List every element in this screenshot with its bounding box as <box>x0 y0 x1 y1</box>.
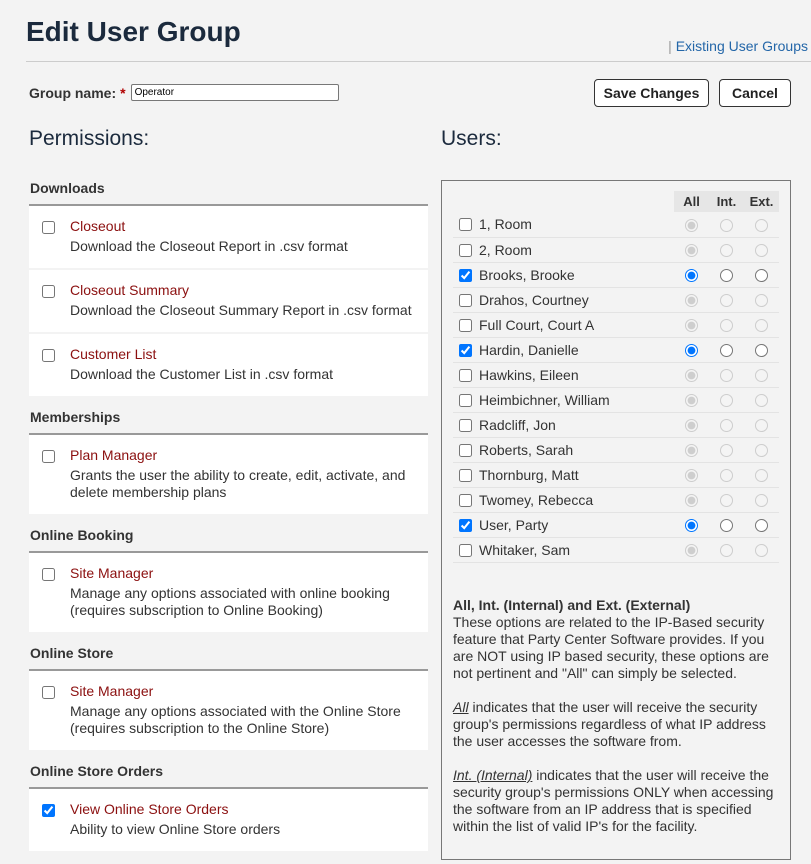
user-row <box>453 262 779 287</box>
permissions-heading: Permissions: <box>29 127 150 150</box>
note-title: All, Int. (Internal) and Ext. (External) <box>453 597 691 613</box>
user-cell <box>453 462 674 487</box>
existing-user-groups-link[interactable]: Existing User Groups <box>675 38 808 54</box>
access-cell <box>709 212 744 237</box>
page-title: Edit User Group <box>26 16 241 47</box>
access-cell <box>744 287 779 312</box>
access-all-radio[interactable] <box>685 494 698 507</box>
access-ext-radio[interactable] <box>755 369 768 382</box>
access-cell <box>744 362 779 387</box>
access-cell <box>744 237 779 262</box>
permission-name: Site Manager <box>70 565 154 581</box>
access-ext-radio[interactable] <box>755 219 768 232</box>
access-int-radio[interactable] <box>720 519 733 532</box>
access-ext-radio[interactable] <box>755 244 768 257</box>
access-all-radio[interactable] <box>685 394 698 407</box>
permission-name: Site Manager <box>70 683 154 699</box>
user-name: Radcliff, Jon <box>479 416 556 433</box>
note-paragraph-2 <box>453 699 778 750</box>
permission-name: Plan Manager <box>70 447 158 463</box>
access-cell <box>744 337 779 362</box>
user-cell <box>453 237 674 262</box>
access-int-radio[interactable] <box>720 494 733 507</box>
access-cell <box>709 312 744 337</box>
permission-description: Download the Closeout Report in .csv format <box>70 238 348 254</box>
user-checkbox[interactable] <box>459 294 472 307</box>
access-cell <box>744 487 779 512</box>
users-table <box>453 191 779 563</box>
note-paragraph-1: These options are related to the IP-Based security feature that Party Center Software provides. If you are NOT using IP based security, these options are not pertinent and "All" can simply be selected. <box>453 614 769 681</box>
access-cell <box>709 237 744 262</box>
user-name: Whitaker, Sam <box>479 541 571 558</box>
group-name-row <box>29 84 339 101</box>
top-nav <box>668 38 808 54</box>
access-all-radio[interactable] <box>685 219 698 232</box>
users-heading: Users: <box>441 127 502 150</box>
access-all-radio[interactable] <box>685 369 698 382</box>
permission-item <box>29 206 428 268</box>
access-all-radio[interactable] <box>685 244 698 257</box>
access-cell <box>744 512 779 537</box>
access-int-radio[interactable] <box>720 469 733 482</box>
access-cell <box>674 212 709 237</box>
access-ext-radio[interactable] <box>755 419 768 432</box>
note-text-all: indicates that the user will receive the security group's permissions regardless of what IP address the user accesses the software from. <box>453 699 766 749</box>
user-checkbox[interactable] <box>459 394 472 407</box>
access-cell <box>674 262 709 287</box>
user-row <box>453 312 779 337</box>
permission-checkbox[interactable] <box>42 450 55 463</box>
user-name: Thornburg, Matt <box>479 466 579 483</box>
user-checkbox[interactable] <box>459 544 472 557</box>
access-all-radio[interactable] <box>685 544 698 557</box>
access-cell <box>674 462 709 487</box>
user-row <box>453 387 779 412</box>
ip-security-note <box>453 597 778 852</box>
permission-category <box>29 409 428 514</box>
user-name: Hawkins, Eileen <box>479 366 579 383</box>
access-all-radio[interactable] <box>685 444 698 457</box>
user-row <box>453 237 779 262</box>
name-column-header <box>453 191 674 212</box>
permission-item <box>29 553 428 632</box>
permission-category <box>29 180 428 396</box>
permission-description: Download the Customer List in .csv format <box>70 366 333 382</box>
access-cell <box>674 512 709 537</box>
user-checkbox[interactable] <box>459 494 472 507</box>
user-row <box>453 212 779 237</box>
user-row <box>453 462 779 487</box>
access-cell <box>744 437 779 462</box>
permission-checkbox[interactable] <box>42 686 55 699</box>
access-cell <box>674 412 709 437</box>
permission-item <box>29 334 428 396</box>
permission-checkbox[interactable] <box>42 804 55 817</box>
access-ext-radio[interactable] <box>755 494 768 507</box>
permission-name: Closeout <box>70 218 126 234</box>
user-checkbox[interactable] <box>459 244 472 257</box>
access-int-radio[interactable] <box>720 369 733 382</box>
user-cell <box>453 412 674 437</box>
access-cell <box>709 362 744 387</box>
category-title: Online Store Orders <box>29 763 428 789</box>
user-row <box>453 512 779 537</box>
access-cell <box>674 312 709 337</box>
access-cell <box>674 487 709 512</box>
user-name: Hardin, Danielle <box>479 341 579 358</box>
access-cell <box>674 537 709 562</box>
access-ext-radio[interactable] <box>755 269 768 282</box>
access-ext-radio[interactable] <box>755 394 768 407</box>
access-cell <box>709 462 744 487</box>
access-ext-radio[interactable] <box>755 294 768 307</box>
user-checkbox[interactable] <box>459 269 472 282</box>
access-all-radio[interactable] <box>685 519 698 532</box>
user-checkbox[interactable] <box>459 218 472 231</box>
permission-item <box>29 435 428 514</box>
permission-category <box>29 645 428 750</box>
access-cell <box>674 362 709 387</box>
all-column-header: All <box>674 191 709 212</box>
access-int-radio[interactable] <box>720 344 733 357</box>
access-cell <box>744 262 779 287</box>
required-marker: * <box>120 84 126 101</box>
access-all-radio[interactable] <box>685 469 698 482</box>
access-int-radio[interactable] <box>720 394 733 407</box>
user-checkbox[interactable] <box>459 419 472 432</box>
access-cell <box>709 512 744 537</box>
user-row <box>453 362 779 387</box>
note-term-int: Int. (Internal) <box>453 767 533 783</box>
user-cell <box>453 212 674 237</box>
access-all-radio[interactable] <box>685 319 698 332</box>
permission-name: Closeout Summary <box>70 282 190 298</box>
access-cell <box>744 462 779 487</box>
note-term-all: All <box>453 699 469 715</box>
users-header-row <box>453 191 779 212</box>
permission-description: Download the Closeout Summary Report in .csv format <box>70 302 412 318</box>
user-checkbox[interactable] <box>459 444 472 457</box>
access-all-radio[interactable] <box>685 269 698 282</box>
user-name: Drahos, Courtney <box>479 291 589 308</box>
access-cell <box>674 337 709 362</box>
access-cell <box>744 212 779 237</box>
access-cell <box>674 287 709 312</box>
permission-checkbox[interactable] <box>42 285 55 298</box>
access-ext-radio[interactable] <box>755 469 768 482</box>
user-checkbox[interactable] <box>459 319 472 332</box>
access-cell <box>709 262 744 287</box>
user-checkbox[interactable] <box>459 369 472 382</box>
user-checkbox[interactable] <box>459 344 472 357</box>
category-title: Downloads <box>29 180 428 206</box>
access-cell <box>709 337 744 362</box>
access-int-radio[interactable] <box>720 244 733 257</box>
user-name: Twomey, Rebecca <box>479 491 594 508</box>
note-text-int: indicates that the user will receive the security group's permissions ONLY when accessing the software from an IP address that is specified within the list of valid IP's for the facility. <box>453 767 774 834</box>
access-cell <box>709 437 744 462</box>
permission-checkbox[interactable] <box>42 349 55 362</box>
user-row <box>453 437 779 462</box>
access-ext-radio[interactable] <box>755 344 768 357</box>
permission-description: Manage any options associated with the Online Store (requires subscription to the Online Store) <box>70 703 401 736</box>
access-ext-radio[interactable] <box>755 544 768 557</box>
user-checkbox[interactable] <box>459 519 472 532</box>
permission-name: Customer List <box>70 346 157 362</box>
access-all-radio[interactable] <box>685 419 698 432</box>
access-cell <box>674 437 709 462</box>
user-cell <box>453 362 674 387</box>
note-paragraph-3 <box>453 767 778 835</box>
user-cell <box>453 287 674 312</box>
access-int-radio[interactable] <box>720 294 733 307</box>
title-divider <box>26 61 811 62</box>
group-name-input[interactable] <box>131 84 339 101</box>
user-row <box>453 537 779 562</box>
access-int-radio[interactable] <box>720 219 733 232</box>
access-all-radio[interactable] <box>685 294 698 307</box>
user-cell <box>453 512 674 537</box>
access-int-radio[interactable] <box>720 269 733 282</box>
user-name: Brooks, Brooke <box>479 266 575 283</box>
user-name: User, Party <box>479 516 549 533</box>
user-cell <box>453 487 674 512</box>
access-cell <box>709 387 744 412</box>
permission-checkbox[interactable] <box>42 568 55 581</box>
access-cell <box>744 537 779 562</box>
user-row <box>453 487 779 512</box>
permission-item <box>29 671 428 750</box>
access-int-radio[interactable] <box>720 319 733 332</box>
access-cell <box>674 237 709 262</box>
access-cell <box>709 287 744 312</box>
access-int-radio[interactable] <box>720 419 733 432</box>
user-name: Heimbichner, William <box>479 391 610 408</box>
access-all-radio[interactable] <box>685 344 698 357</box>
access-cell <box>709 487 744 512</box>
user-row <box>453 412 779 437</box>
access-cell <box>709 412 744 437</box>
access-int-radio[interactable] <box>720 544 733 557</box>
ext-column-header: Ext. <box>744 191 779 212</box>
permission-description: Ability to view Online Store orders <box>70 821 281 837</box>
access-ext-radio[interactable] <box>755 319 768 332</box>
category-title: Online Store <box>29 645 428 671</box>
user-cell <box>453 337 674 362</box>
permission-description: Grants the user the ability to create, edit, activate, and delete membership plans <box>70 467 406 500</box>
category-title: Memberships <box>29 409 428 435</box>
user-name: Full Court, Court A <box>479 316 595 333</box>
user-cell <box>453 437 674 462</box>
user-checkbox[interactable] <box>459 469 472 482</box>
access-cell <box>709 537 744 562</box>
access-int-radio[interactable] <box>720 444 733 457</box>
user-cell <box>453 312 674 337</box>
users-panel <box>441 180 791 860</box>
permission-item <box>29 789 428 851</box>
permission-name: View Online Store Orders <box>70 801 229 817</box>
access-cell <box>744 387 779 412</box>
permission-category <box>29 527 428 632</box>
access-cell <box>744 412 779 437</box>
user-cell <box>453 262 674 287</box>
user-name: 1, Room <box>479 216 532 233</box>
int-column-header: Int. <box>709 191 744 212</box>
permission-item <box>29 270 428 332</box>
save-changes-button[interactable]: Save Changes <box>594 79 709 107</box>
user-row <box>453 287 779 312</box>
access-cell <box>744 312 779 337</box>
group-name-label: Group name: <box>29 84 117 101</box>
access-ext-radio[interactable] <box>755 519 768 532</box>
user-name: Roberts, Sarah <box>479 441 574 458</box>
cancel-button[interactable]: Cancel <box>719 79 791 107</box>
permission-checkbox[interactable] <box>42 221 55 234</box>
user-name: 2, Room <box>479 241 532 258</box>
permission-category <box>29 763 428 851</box>
category-title: Online Booking <box>29 527 428 553</box>
permissions-list <box>29 180 428 864</box>
user-cell <box>453 537 674 562</box>
user-cell <box>453 387 674 412</box>
access-cell <box>674 387 709 412</box>
user-row <box>453 337 779 362</box>
permission-description: Manage any options associated with online booking (requires subscription to Online Booking) <box>70 585 390 618</box>
link-separator: | <box>668 38 672 54</box>
access-ext-radio[interactable] <box>755 444 768 457</box>
